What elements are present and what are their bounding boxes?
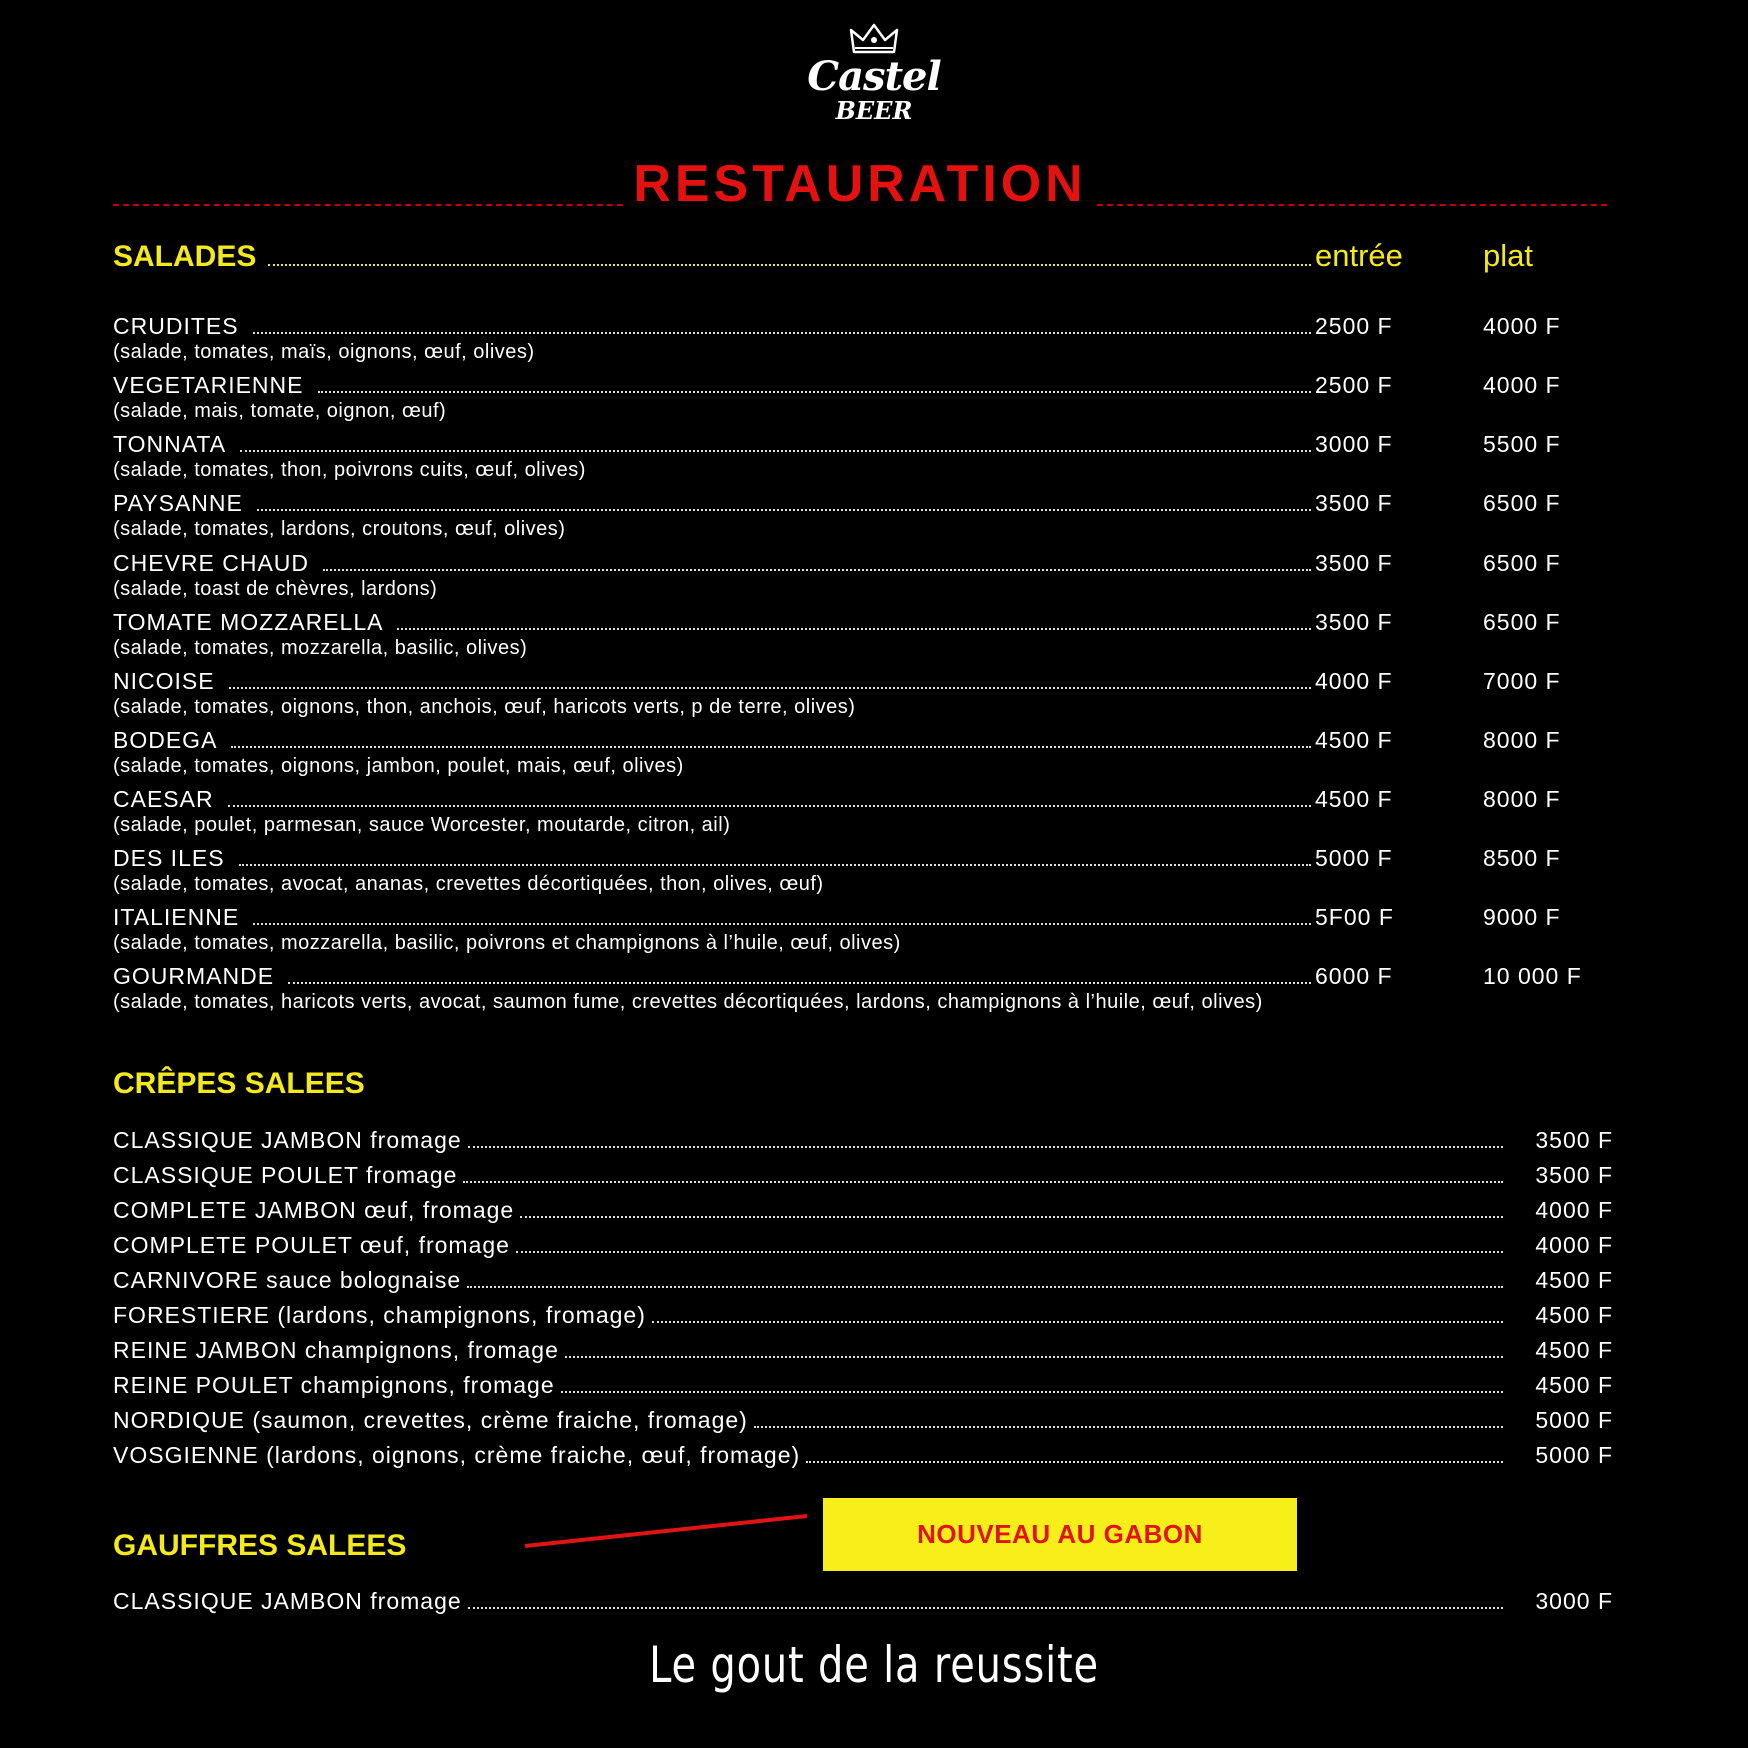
salad-name: BODEGA — [113, 727, 218, 753]
salad-name: CRUDITES — [113, 313, 239, 339]
price-entree: 3500 F — [1315, 490, 1393, 516]
salad-desc: (salade, tomates, lardons, croutons, œuf, olives) — [113, 518, 566, 540]
salad-name: PAYSANNE — [113, 490, 243, 516]
list-item — [113, 1407, 1613, 1442]
price-entree: 3000 F — [1315, 431, 1393, 457]
salad-item — [113, 431, 1633, 481]
crepe-name: COMPLETE JAMBON œuf, fromage — [113, 1197, 515, 1223]
list-item — [113, 1267, 1613, 1302]
salad-item — [113, 313, 1633, 363]
list-item — [113, 1588, 1613, 1623]
dot-leader — [231, 730, 1311, 748]
salad-item — [113, 372, 1633, 422]
crepe-name: CLASSIQUE POULET fromage — [113, 1162, 458, 1188]
price-entree: 4500 F — [1315, 727, 1393, 753]
price-entree: 2500 F — [1315, 372, 1393, 398]
crepe-price: 4000 F — [1535, 1232, 1613, 1258]
price-entree: 5F00 F — [1315, 904, 1394, 930]
salad-name: CHEVRE CHAUD — [113, 550, 310, 576]
castel-logo — [0, 22, 1748, 124]
price-plat: 8000 F — [1483, 727, 1561, 753]
salad-desc: (salade, tomates, mozzarella, basilic, poivrons et champignons à l’huile, œuf, olives) — [113, 932, 901, 954]
price-entree: 5000 F — [1315, 845, 1393, 871]
crepe-name: COMPLETE POULET œuf, fromage — [113, 1232, 510, 1258]
salad-desc: (salade, tomates, haricots verts, avocat, saumon fume, crevettes décortiquées, lardons, champignons à l’huile, œuf, olives) — [113, 991, 1263, 1013]
crepe-name: CARNIVORE sauce bolognaise — [113, 1267, 462, 1293]
price-plat: 5500 F — [1483, 431, 1561, 457]
crepe-price: 3500 F — [1535, 1127, 1613, 1153]
list-item — [113, 1162, 1613, 1197]
salad-name: TONNATA — [113, 431, 227, 457]
list-item — [113, 1232, 1613, 1267]
salad-desc: (salade, tomates, mozzarella, basilic, olives) — [113, 637, 528, 659]
dot-leader — [468, 1130, 1503, 1148]
salad-desc: (salade, tomates, oignons, thon, anchois, œuf, haricots verts, p de terre, olives) — [113, 696, 856, 718]
crepe-name: NORDIQUE (saumon, crevettes, crème fraiche, fromage) — [113, 1407, 748, 1433]
dot-leader — [240, 434, 1311, 452]
salad-item — [113, 550, 1633, 600]
price-plat: 10 000 F — [1483, 963, 1582, 989]
crepes-list — [113, 1127, 1613, 1477]
crepe-name: REINE JAMBON champignons, fromage — [113, 1337, 559, 1363]
logo-sub: BEER — [835, 96, 913, 125]
salad-name: DES ILES — [113, 845, 225, 871]
list-item — [113, 1197, 1613, 1232]
dot-leader — [516, 1235, 1503, 1253]
salad-item — [113, 727, 1633, 777]
salad-item — [113, 609, 1633, 659]
crepe-price: 4500 F — [1535, 1337, 1613, 1363]
dot-leader — [323, 553, 1311, 571]
slogan: Le gout de la reussite — [649, 1636, 1099, 1694]
salad-name: CAESAR — [113, 786, 214, 812]
page-title: RESTAURATION — [633, 155, 1087, 213]
salades-heading: SALADES — [113, 240, 257, 273]
salad-name: GOURMANDE — [113, 963, 275, 989]
salad-item — [113, 668, 1633, 718]
gaufres-heading: GAUFFRES SALEES — [113, 1529, 407, 1562]
price-entree: 3500 F — [1315, 550, 1393, 576]
list-item — [113, 1302, 1613, 1337]
new-badge: NOUVEAU AU GABON — [823, 1498, 1297, 1571]
salad-desc: (salade, tomates, thon, poivrons cuits, œuf, olives) — [113, 459, 586, 481]
price-entree: 6000 F — [1315, 963, 1393, 989]
dot-leader — [318, 375, 1312, 393]
dot-leader — [229, 671, 1311, 689]
salad-desc: (salade, tomates, avocat, ananas, crevettes décortiquées, thon, olives, œuf) — [113, 873, 824, 895]
crepe-name: VOSGIENNE (lardons, oignons, crème fraiche, œuf, fromage) — [113, 1442, 801, 1468]
red-pointer-line — [520, 1508, 820, 1553]
gaufre-price: 3000 F — [1535, 1588, 1613, 1614]
title-rule-left — [113, 204, 623, 206]
title-row — [113, 152, 1607, 212]
salad-desc: (salade, poulet, parmesan, sauce Worcester, moutarde, citron, ail) — [113, 814, 731, 836]
salad-name: ITALIENNE — [113, 904, 240, 930]
salad-item — [113, 490, 1633, 540]
list-item — [113, 1337, 1613, 1372]
price-plat: 4000 F — [1483, 372, 1561, 398]
crepe-name: FORESTIERE (lardons, champignons, fromage) — [113, 1302, 646, 1328]
salades-header — [113, 238, 1633, 278]
salad-name: VEGETARIENNE — [113, 372, 304, 398]
price-plat: 7000 F — [1483, 668, 1561, 694]
dot-leader — [463, 1165, 1503, 1183]
dot-leader — [397, 612, 1311, 630]
crepe-price: 4500 F — [1535, 1302, 1613, 1328]
list-item — [113, 1442, 1613, 1477]
dot-leader — [806, 1445, 1503, 1463]
price-plat: 4000 F — [1483, 313, 1561, 339]
salad-desc: (salade, tomates, oignons, jambon, poulet, mais, œuf, olives) — [113, 755, 684, 777]
dot-leader — [561, 1375, 1503, 1393]
crown-icon — [849, 22, 899, 56]
crepe-name: REINE POULET champignons, fromage — [113, 1372, 555, 1398]
salades-header-leader — [268, 240, 1311, 266]
price-entree: 3500 F — [1315, 609, 1393, 635]
salad-item — [113, 845, 1633, 895]
price-entree: 2500 F — [1315, 313, 1393, 339]
dot-leader — [520, 1200, 1503, 1218]
list-item — [113, 1127, 1613, 1162]
salad-name: TOMATE MOZZARELLA — [113, 609, 384, 635]
price-plat: 6500 F — [1483, 609, 1561, 635]
salad-name: NICOISE — [113, 668, 215, 694]
gaufre-name: CLASSIQUE JAMBON fromage — [113, 1588, 462, 1614]
dot-leader — [652, 1305, 1503, 1323]
crepe-name: CLASSIQUE JAMBON fromage — [113, 1127, 462, 1153]
dot-leader — [467, 1270, 1503, 1288]
crepes-heading: CRÊPES SALEES — [113, 1067, 365, 1100]
salad-item — [113, 904, 1633, 954]
price-plat: 6500 F — [1483, 550, 1561, 576]
crepe-price: 4500 F — [1535, 1267, 1613, 1293]
price-plat: 6500 F — [1483, 490, 1561, 516]
dot-leader — [228, 789, 1311, 807]
col-plat-label: plat — [1483, 238, 1533, 273]
price-plat: 9000 F — [1483, 904, 1561, 930]
dot-leader — [257, 493, 1311, 511]
price-plat: 8000 F — [1483, 786, 1561, 812]
dot-leader — [253, 907, 1311, 925]
crepe-price: 4000 F — [1535, 1197, 1613, 1223]
title-rule-right — [1097, 204, 1607, 206]
list-item — [113, 1372, 1613, 1407]
salad-desc: (salade, mais, tomate, oignon, œuf) — [113, 400, 447, 422]
logo-brand: Castel — [807, 53, 941, 100]
crepe-price: 4500 F — [1535, 1372, 1613, 1398]
salad-desc: (salade, tomates, maïs, oignons, œuf, olives) — [113, 341, 535, 363]
price-entree: 4500 F — [1315, 786, 1393, 812]
salad-item — [113, 963, 1633, 1013]
dot-leader — [565, 1340, 1503, 1358]
price-plat: 8500 F — [1483, 845, 1561, 871]
crepe-price: 3500 F — [1535, 1162, 1613, 1188]
dot-leader — [754, 1410, 1503, 1428]
gaufres-list — [113, 1588, 1613, 1623]
dot-leader — [253, 316, 1311, 334]
salad-desc: (salade, toast de chèvres, lardons) — [113, 578, 438, 600]
crepe-price: 5000 F — [1535, 1442, 1613, 1468]
col-entree-label: entrée — [1315, 238, 1403, 273]
dot-leader — [239, 848, 1311, 866]
salad-item — [113, 786, 1633, 836]
crepe-price: 5000 F — [1535, 1407, 1613, 1433]
dot-leader — [468, 1591, 1503, 1609]
price-entree: 4000 F — [1315, 668, 1393, 694]
dot-leader — [288, 966, 1311, 984]
